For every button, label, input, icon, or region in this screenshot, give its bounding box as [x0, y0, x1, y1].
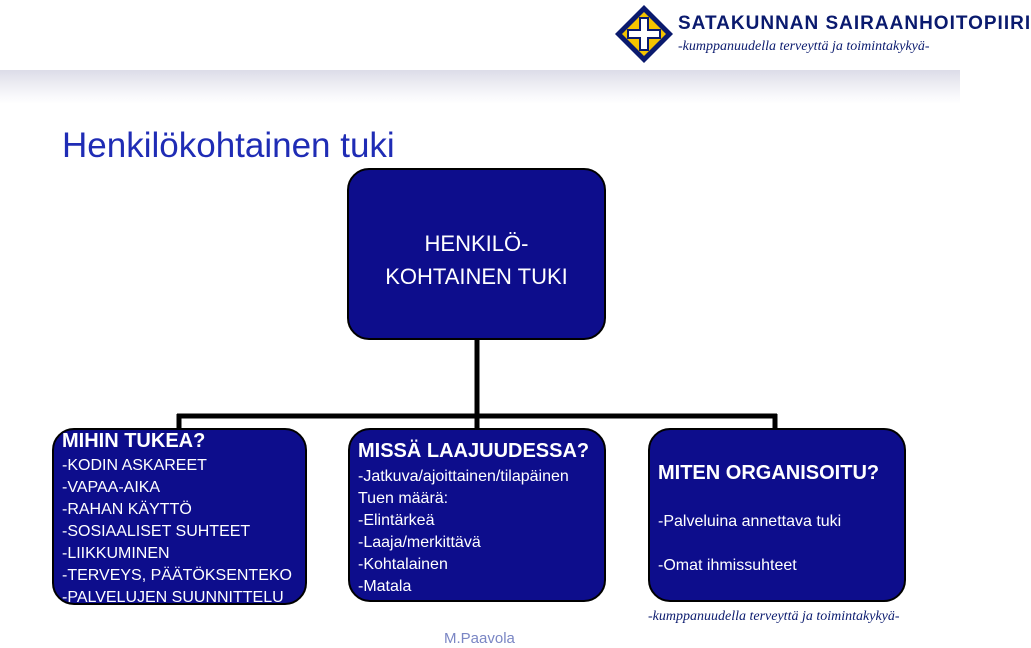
node-heading: MIHIN TUKEA? — [62, 430, 206, 452]
org-name: SATAKUNNAN SAIRAANHOITOPIIRI — [678, 13, 1031, 34]
node-item: -Elintärkeä — [358, 512, 435, 529]
footer-tagline: -kumppanuudella terveyttä ja toimintakykyä- — [648, 609, 900, 624]
node-item: -Kohtalainen — [358, 556, 448, 573]
node-item: -KODIN ASKAREET — [62, 457, 207, 474]
node-item: -Laaja/merkittävä — [358, 534, 481, 551]
child-node-missa — [348, 428, 606, 602]
node-item: -Omat ihmissuhteet — [658, 557, 797, 574]
node-heading: MITEN ORGANISOITU? — [658, 462, 880, 484]
root-line-2: KOHTAINEN TUKI — [385, 264, 568, 289]
node-item: -PALVELUJEN SUUNNITTELU — [62, 589, 284, 606]
node-item: -RAHAN KÄYTTÖ — [62, 501, 192, 518]
node-item: -LIIKKUMINEN — [62, 545, 170, 562]
page-title: Henkilökohtainen tuki — [62, 126, 395, 165]
node-item: -Jatkuva/ajoittainen/tilapäinen — [358, 468, 569, 485]
node-item: -SOSIAALISET SUHTEET — [62, 523, 251, 540]
node-item: -Palveluina annettava tuki — [658, 513, 842, 530]
node-item: -Matala — [358, 578, 412, 595]
author-credit: M.Paavola — [444, 630, 515, 647]
node-item: Tuen määrä: — [358, 490, 449, 507]
child-node-miten — [648, 428, 906, 602]
child-node-mihin — [52, 428, 307, 605]
node-heading: MISSÄ LAAJUUDESSA? — [358, 440, 590, 462]
root-node — [347, 168, 606, 340]
node-item: -VAPAA-AIKA — [62, 479, 161, 496]
node-item: -TERVEYS, PÄÄTÖKSENTEKO — [62, 567, 292, 584]
header-tagline: -kumppanuudella terveyttä ja toimintakykyä- — [678, 39, 930, 54]
root-line-1: HENKILÖ- — [424, 231, 529, 256]
